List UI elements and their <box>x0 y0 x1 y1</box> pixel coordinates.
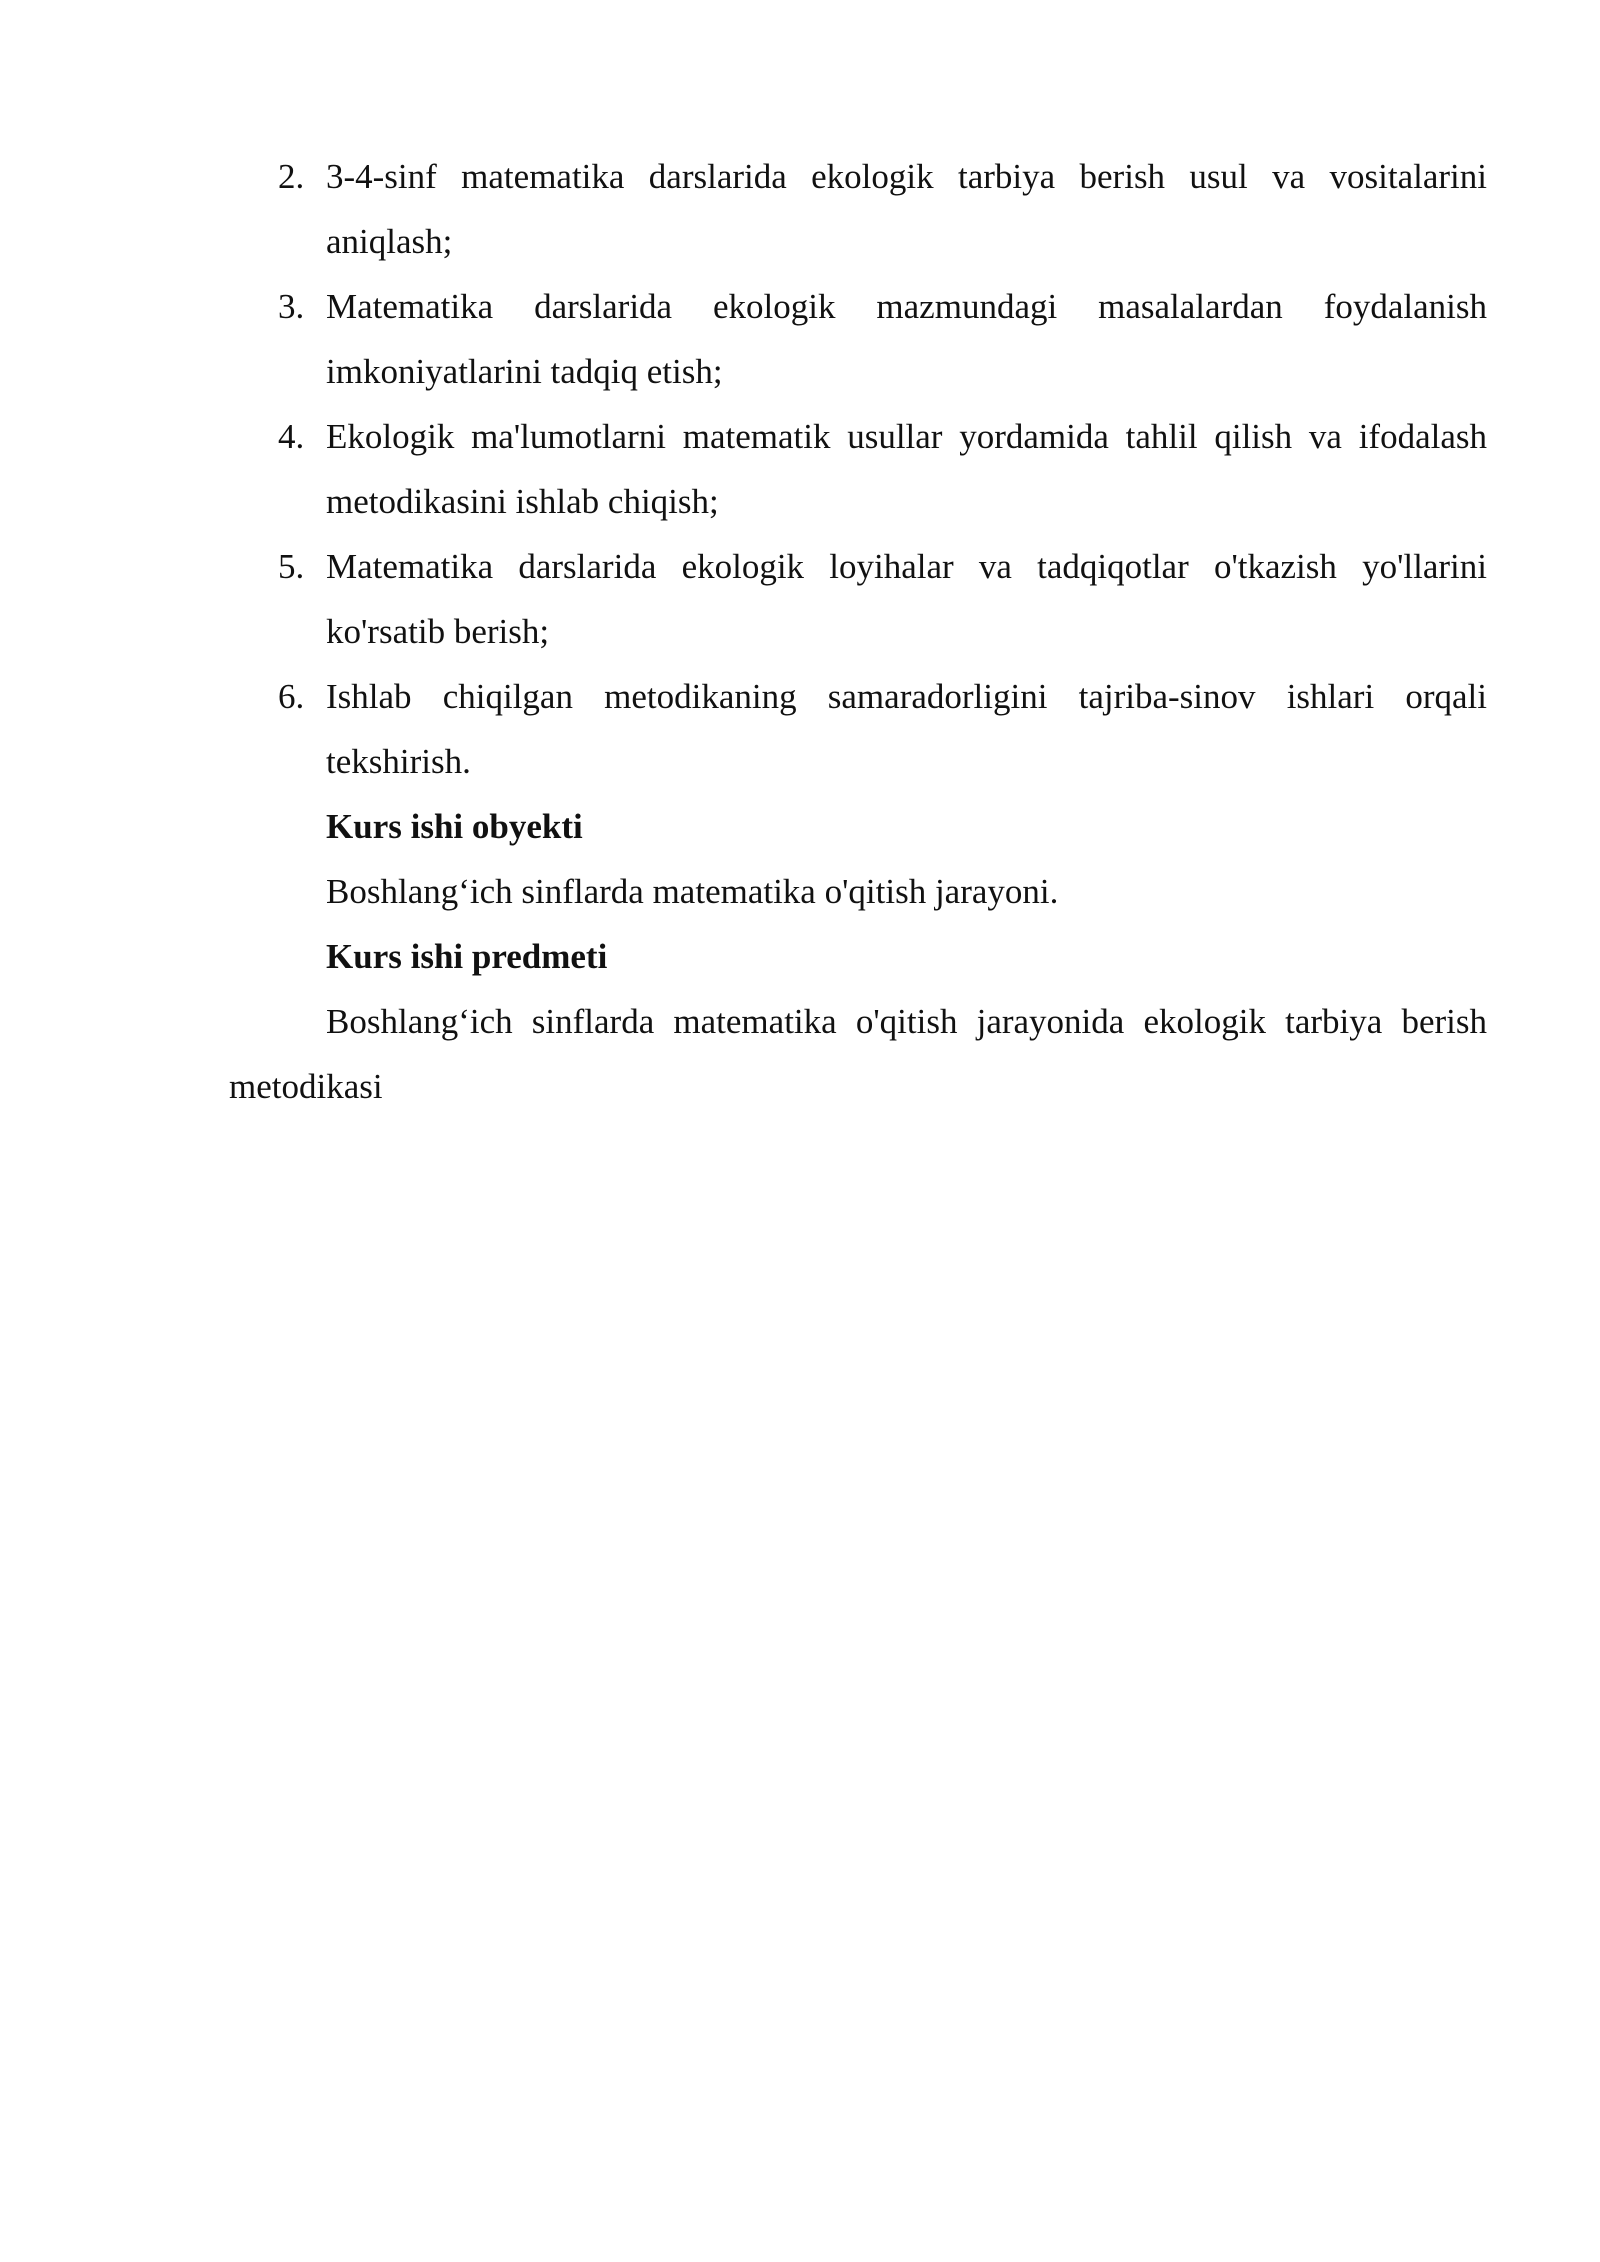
task-list <box>229 144 1487 794</box>
list-item-number: 2. <box>278 157 305 196</box>
list-item-number: 5. <box>278 547 305 586</box>
list-item-number: 3. <box>278 287 305 326</box>
subject-heading: Kurs ishi predmeti <box>326 937 608 976</box>
list-item-text: Ishlab chiqilgan metodikaning samaradorligini tajriba-sinov ishlari orqali tekshirish. <box>326 677 1487 781</box>
object-heading: Kurs ishi obyekti <box>326 807 583 846</box>
list-item <box>229 144 1487 274</box>
list-item <box>229 274 1487 404</box>
list-item-text: Ekologik ma'lumotlarni matematik usullar yordamida tahlil qilish va ifodalash metodikasini ishlab chiqish; <box>326 417 1487 521</box>
document-content <box>229 144 1487 1119</box>
list-item-text: 3-4-sinf matematika darslarida ekologik tarbiya berish usul va vositalarini aniqlash; <box>326 157 1487 261</box>
object-text: Boshlang‘ich sinflarda matematika o'qitish jarayoni. <box>326 872 1059 911</box>
list-item <box>229 664 1487 794</box>
list-item-number: 6. <box>278 677 305 716</box>
subject-text: Boshlang‘ich sinflarda matematika o'qitish jarayonida ekologik tarbiya berish metodikasi <box>229 1002 1487 1106</box>
list-item-text: Matematika darslarida ekologik mazmundagi masalalardan foydalanish imkoniyatlarini tadqiq etish; <box>326 287 1487 391</box>
list-item-number: 4. <box>278 417 305 456</box>
list-item <box>229 404 1487 534</box>
list-item <box>229 534 1487 664</box>
list-item-text: Matematika darslarida ekologik loyihalar va tadqiqotlar o'tkazish yo'llarini ko'rsatib berish; <box>326 547 1487 651</box>
